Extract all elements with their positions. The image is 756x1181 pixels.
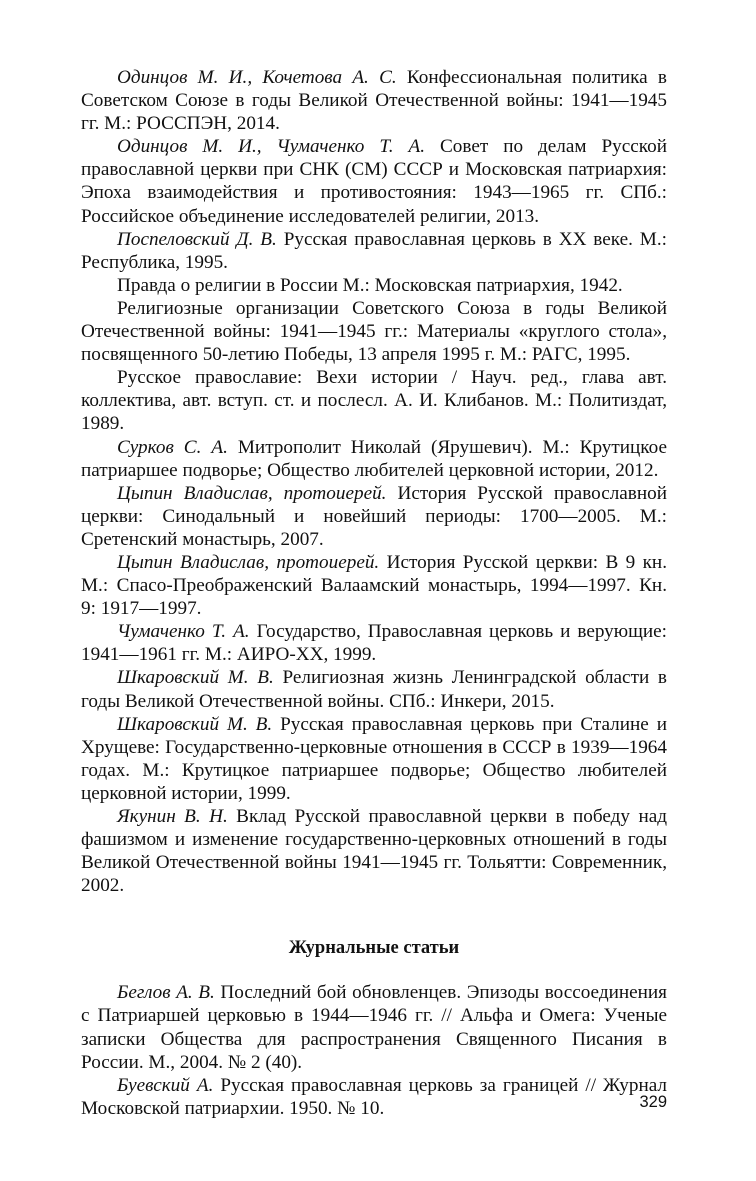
entry-text: Религиозная жизнь Ленинградской области в годы Великой Отечественной войны. СПб.: Инкери, 2015. [81,667,667,712]
entry-text: Последний бой обновленцев. Эпизоды воссоединения с Патриаршей церковью в 1944—1946 гг. // Альфа и Омега: Ученые записки Общества для распространения Священного Писания в России. М., 2004. № 2 (40). [81,982,667,1073]
entry-text: Вклад Русской православной церкви в победу над фашизмом и изменение государственно-церковных отношений в годы Великой Отечественной войны 1941—1945 гг. Тольятти: Современник, 2002. [81,806,667,897]
section-title: Журнальные статьи [288,938,460,959]
bibliography-entry [81,228,667,274]
entry-text: Русская православная церковь при Сталине и Хрущеве: Государственно-церковные отношения в СССР в 1939—1964 годах. М.: Крутицкое патриаршее подворье; Общество любителей церковной истории, 1999. [81,713,667,804]
entry-author: Цыпин Владислав, протоиерей. [117,482,387,504]
entry-author: Цыпин Владислав, протоиерей. [117,551,380,573]
bibliography-entry [81,297,667,366]
bibliography-entry [81,482,667,551]
entry-text: Государство, Православная церковь и верующие: 1941—1961 гг. М.: АИРО-XX, 1999. [81,621,667,666]
entry-text: Русская православная церковь в XX веке. М.: Республика, 1995. [81,228,667,273]
entry-author: Чумаченко Т. А. [117,621,250,643]
entry-author: Поспеловский Д. В. [117,228,277,250]
entry-text: Митрополит Николай (Ярушевич). М.: Крутицкое патриаршее подворье; Общество любителей церковной истории, 2012. [81,436,668,481]
bibliography-entry [81,713,667,805]
entry-author: Сурков С. А. [117,436,228,458]
entry-author: Буевский А. [117,1074,214,1096]
article-list [81,981,667,1120]
bibliography-entry [81,981,667,1073]
entry-text: Правда о религии в России М.: Московская патриархия, 1942. [117,274,623,296]
bibliography-entry [81,551,667,620]
bibliography-entry [81,805,667,897]
bibliography-entry [81,66,667,135]
page-number: 329 [639,1093,667,1111]
entry-text: Совет по делам Русской православной церкви при СНК (СМ) СССР и Московская патриархия: Эпоха взаимодействия и противостояния: 1943—1965 гг. СПб.: Российское объединение исследователей религии, 2013. [81,136,667,227]
bibliography-page [81,66,667,1120]
entry-author: Якунин В. Н. [117,806,228,827]
entry-text: Русская православная церковь за границей // Журнал Московской патриархии. 1950. № 10. [81,1074,667,1119]
entry-text: История Русской православной церкви: Синодальный и новейший периоды: 1700—2005. М.: Сретенский монастырь, 2007. [81,482,667,550]
entry-author: Одинцов М. И., Чумаченко Т. А. [117,136,426,158]
entry-text: История Русской церкви: В 9 кн. М.: Спасо-Преображенский Валаамский монастырь, 1994—1997. Кн. 9: 1917—1997. [81,551,667,620]
entry-text: Русское православие: Вехи истории / Науч. ред., глава авт. коллектива, авт. вступ. ст. и послесл. А. И. Клибанов. М.: Политиздат, 1989. [81,367,667,435]
entry-author: Шкаровский М. В. [117,667,274,689]
bibliography-entry [81,666,667,712]
bibliography-entry [81,366,667,435]
bibliography-entry [81,436,667,482]
entry-author: Одинцов М. И., Кочетова А. С. [117,67,397,88]
entry-author: Шкаровский М. В. [117,713,273,735]
bibliography-entry [81,135,667,227]
entry-text: Религиозные организации Советского Союза в годы Великой Отечественной войны: 1941—1945 гг.: Материалы «круглого стола», посвященного 50-летию Победы, 13 апреля 1995 г. М.: РАГС, 1995. [81,297,667,366]
bibliography-entry [81,274,667,297]
bibliography-entry [81,1074,667,1120]
entry-text: Конфессиональная политика в Советском Союзе в годы Великой Отечественной войны: 1941—1945 гг. М.: РОССПЭН, 2014. [81,67,667,135]
entry-author: Беглов А. В. [117,982,215,1004]
book-list [81,66,667,897]
bibliography-entry [81,620,667,666]
